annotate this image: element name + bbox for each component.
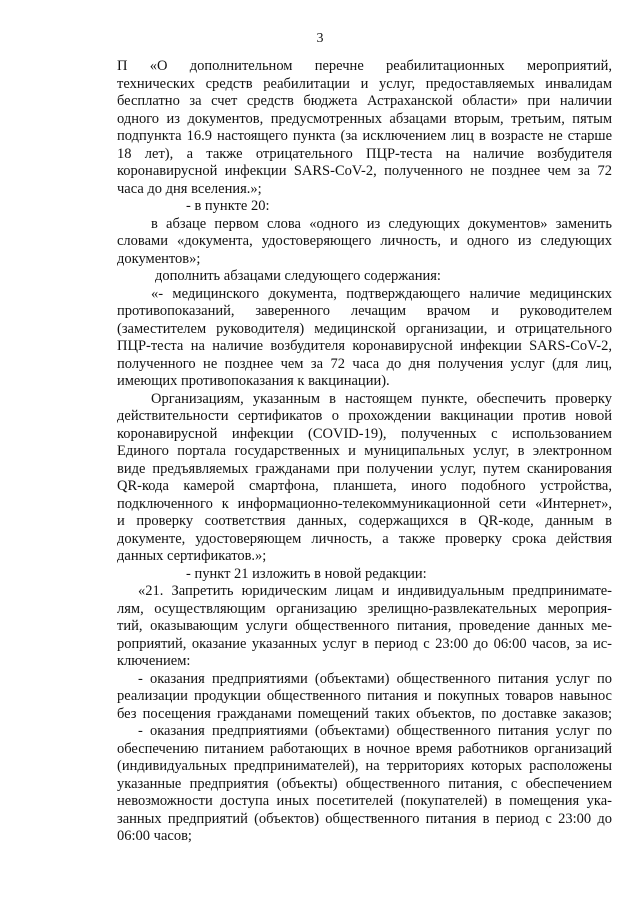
text-line-content: коронавирусной инфекции (COVID-19), полученных с использованием — [117, 426, 612, 442]
text-line-content: подпункта 16.9 настоящего пункта (за исключением лиц в возрасте не старше — [117, 128, 612, 144]
text-line-content: Единого портала государственных и муниципальных услуг, в электронном — [117, 443, 612, 459]
text-line-content: (заместителем руководителя) медицинской организации, и отрицательного — [117, 321, 612, 337]
text-line-content: одного из документов, предусмотренных абзацами вторым, третьим, пятым — [117, 111, 612, 127]
text-line — [0, 56, 640, 76]
text-line-content: П «О дополнительном перечне реабилитационных мероприятий, — [117, 58, 612, 74]
text-line-content: указанные предприятия (объекты) общественного питания, с обеспечением — [117, 776, 612, 792]
text-line-content: ПЦР-теста на наличие возбудителя коронавирусной инфекции SARS-CoV-2, — [117, 338, 612, 354]
text-line — [0, 336, 640, 356]
text-line-content: дополнить абзацами следующего содержания: — [155, 268, 441, 284]
text-line-content: подключенного к информационно-телекоммуникационной сети «Интернет», — [117, 496, 612, 512]
text-line — [0, 546, 640, 566]
text-line — [0, 301, 640, 321]
text-line — [0, 756, 640, 776]
text-line-content: - оказания предприятиями (объектами) общественного питания услуг по — [138, 723, 612, 739]
text-line-content: занных предприятий (объектов) общественного питания в период с 23:00 до — [117, 811, 612, 827]
text-line — [0, 651, 640, 671]
text-line-content: обеспечению питанием работающих в ночное время работников организаций — [117, 741, 612, 757]
text-line-content: лям, осуществляющим организацию зрелищно-развлекательных мероприя- — [117, 601, 612, 617]
text-line — [0, 266, 640, 286]
text-line — [0, 616, 640, 636]
text-line-content: действительности сертификатов о прохождении вакцинации против новой — [117, 408, 612, 424]
text-line-content: роприятий, оказание указанных услуг в период с 23:00 до 06:00 часов, за ис- — [117, 636, 612, 652]
text-line-content: виде предъявляемых гражданами при получении услуг, путем сканирования — [117, 461, 612, 477]
text-line — [0, 721, 640, 741]
text-line-content: «- медицинского документа, подтверждающего наличие медицинских — [151, 286, 612, 302]
text-line — [0, 441, 640, 461]
text-line-content: полученного не позднее чем за 72 часа до дня получения услуг (для лиц, — [117, 356, 612, 372]
text-line — [0, 371, 640, 391]
text-line-content: - оказания предприятиями (объектами) общественного питания услуг по — [138, 671, 612, 687]
text-line-content: (индивидуальных предпринимателей), на территориях которых расположены — [117, 758, 612, 774]
text-line — [0, 581, 640, 601]
text-line-content: тий, оказывающим услуги общественного питания, проведение данных ме- — [117, 618, 612, 634]
text-line-content: данных сертификатов.»; — [117, 548, 267, 564]
text-line-content: - пункт 21 изложить в новой редакции: — [186, 566, 427, 582]
text-line-content: имеющих противопоказания к вакцинации). — [117, 373, 390, 389]
text-line — [0, 476, 640, 496]
text-line-content: «21. Запретить юридическим лицам и индивидуальным предпринимате- — [138, 583, 612, 599]
text-line-content: QR-кода камерой смартфона, планшета, иного подобного устройства, — [117, 478, 612, 494]
text-line-content: документов»; — [117, 251, 201, 267]
text-line-content: реализации продукции общественного питания и покупных товаров навынос — [117, 688, 612, 704]
text-line — [0, 791, 640, 811]
text-line-content: Организациям, указанным в настоящем пункте, обеспечить проверку — [151, 391, 612, 407]
text-line-content: противопоказаний, заверенного лечащим врачом и руководителем — [117, 303, 612, 319]
text-line-content: и проверку соответствия данных, содержащихся в QR-коде, данным в — [117, 513, 612, 529]
text-line-content: словами «документа, удостоверяющего личность, и одного из следующих — [117, 233, 612, 249]
text-line — [0, 161, 640, 181]
text-line-content: коронавирусной инфекции SARS-CoV-2, полученного не позднее чем за 72 — [117, 163, 612, 179]
text-line — [0, 406, 640, 426]
text-line-content: невозможности доступа иных посетителей (покупателей) в помещения ука- — [117, 793, 612, 809]
text-line-content: в абзаце первом слова «одного из следующих документов» заменить — [151, 216, 612, 232]
text-line — [0, 126, 640, 146]
text-line — [0, 231, 640, 251]
text-line — [0, 826, 640, 846]
text-line-content: без посещения гражданами помещений таких объектов, по доставке заказов; — [117, 706, 612, 722]
text-line-content: 06:00 часов; — [117, 828, 192, 844]
text-line-content: - в пункте 20: — [186, 198, 270, 214]
text-line-content: документе, удостоверяющем личность, а также проверку срока действия — [117, 531, 612, 547]
text-line — [0, 91, 640, 111]
text-line — [0, 196, 640, 216]
text-line — [0, 511, 640, 531]
text-line-content: бесплатно за счет средств бюджета Астраханской области» при наличии — [117, 93, 612, 109]
text-line — [0, 686, 640, 706]
text-line-content: ключением: — [117, 653, 191, 669]
text-line-content: часа до дня вселения.»; — [117, 181, 262, 197]
text-line-content: 18 лет), а также отрицательного ПЦР-теста на наличие возбудителя — [117, 146, 612, 162]
page-number: 3 — [316, 31, 324, 46]
text-line-content: технических средств реабилитации и услуг, предоставляемых инвалидам — [117, 76, 612, 92]
